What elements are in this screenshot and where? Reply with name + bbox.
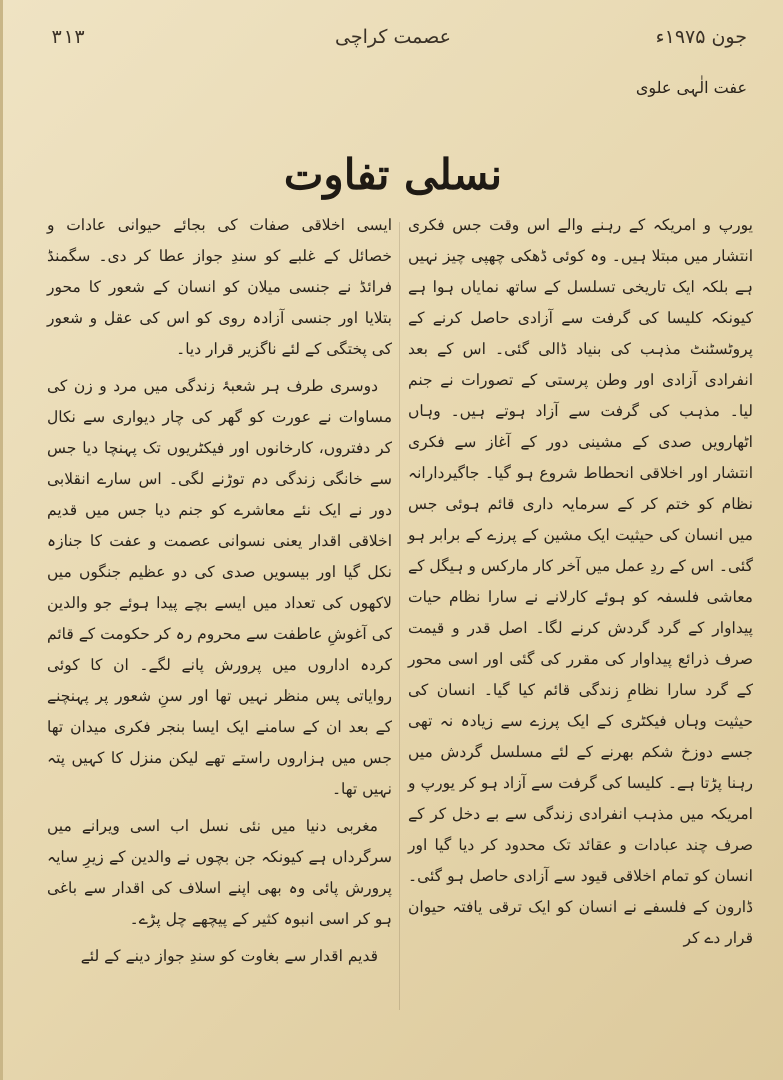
paragraph: یورپ و امریکہ کے رہنے والے اس وقت جس فکری انتشار میں مبتلا ہیں۔ وہ کوئی ڈھکی چھپی چیز نہیں ہے بلکہ ایک تاریخی تسلسل کے ساتھ نمایاں ہوا ہے کیونکہ کلیسا کی گرفت سے آزادی حاصل کرنے کے پروٹسٹنٹ مذہب کی بنیاد ڈالی گئی۔ اس کے بعد انفرادی آزادی اور وطن پرستی کے تصورات نے جنم لیا۔ مذہب کی گرفت سے آزاد ہوتے ہیں۔ وہاں اٹھارویں صدی کے مشینی دور کے آغاز سے فکری انتشار اور اخلاقی انحطاط شروع ہو گیا۔ جاگیردارانہ نظام کو ختم کر کے سرمایہ داری قائم ہوئی جس میں انسان کی حیثیت ایک مشین کے پرزے کے برابر ہو گئی۔ اس کے ردِ عمل میں آخر کار مارکس و ہیگل کے معاشی فلسفہ کو ہوئے کارلانے نے سارا نظام حیات پیداوار کے گرد گردش کرنے لگا۔ اصل قدر و قیمت صرف ذرائع پیداوار کی مقرر کی گئی اور اسی محور کے گرد سارا نظامِ زندگی قائم کیا گیا۔ انسان کی حیثیت وہاں فیکٹری کے ایک پرزے سے زیادہ نہ تھی جسے دوزخ شکم بھرنے کے لئے مسلسل گردش میں رہنا پڑتا ہے۔ کلیسا کی گرفت سے آزاد ہو کر یورپ و امریکہ میں مذہب انفرادی زندگی سے بے دخل کر کے صرف چند عبادات و عقائد تک محدود کر دیا گیا اور انسان کو تمام اخلاقی قیود سے آزادی حاصل ہو گئی۔ ڈارون کے فلسفے نے انسان کو ایک ترقی یافتہ حیوان قرار دے کر (408, 216, 753, 947)
paragraph: مغربی دنیا میں نئی نسل اب اسی ویرانے میں سرگرداں ہے کیونکہ جن بچوں نے والدین کے زیرِ سایہ پرورش پائی وہ بھی اپنے اسلاف کی اقدار سے باغی ہو کر اسی انبوہ کثیر کے پیچھے چل پڑے۔ (47, 817, 392, 928)
right-column (408, 210, 753, 960)
article-title: نسلی تفاوت (283, 150, 503, 199)
paragraph: ایسی اخلاقی صفات کی بجائے حیوانی عادات و خصائل کے غلبے کو سندِ جواز عطا کر دی۔ سگمنڈ فرائڈ نے جنسی میلان کو انسان کے شعور کا محور بتلایا اور جنسی آزادہ روی کو اس کی عقل و شعور کی پختگی کے لئے ناگزیر قرار دیا۔ (47, 216, 392, 358)
author-name: عفت الٰہی علوی (635, 78, 747, 97)
paragraph: دوسری طرف ہر شعبۂ زندگی میں مرد و زن کی مساوات نے عورت کو گھر کی چار دیواری سے نکال کر دفتروں، کارخانوں اور فیکٹریوں تک پہنچا دیا جس سے خانگی زندگی دم توڑنے لگی۔ اس سارے انقلابی دور نے ایک نئے معاشرے کو جنم دیا جس میں قدیم اخلاقی اقدار یعنی نسوانی عصمت و عفت کا جنازہ نکل گیا اور بیسویں صدی کی دو عظیم جنگوں میں لاکھوں کی تعداد میں ایسے بچے پیدا ہوئے جو والدین کی آغوشِ عاطفت سے محروم رہ کر حکومت کے قائم کردہ اداروں میں پرورش پانے لگے۔ ان کا کوئی روایاتی پس منظر نہیں تھا اور سنِ شعور پر پہنچنے کے بعد ان کے سامنے ایک ایسا بنجر فکری میدان تھا جس میں ہزاروں راستے تھے لیکن منزل کا کہیں پتہ نہیں تھا۔ (47, 377, 392, 798)
magazine-name: عصمت کراچی (335, 26, 451, 48)
column-divider (399, 222, 400, 1010)
page-number: ۳۱۳ (51, 26, 86, 48)
issue-date: جون ۱۹۷۵ء (655, 26, 747, 48)
left-column (47, 210, 392, 978)
paragraph: قدیم اقدار سے بغاوت کو سندِ جواز دینے کے لئے (80, 947, 378, 965)
